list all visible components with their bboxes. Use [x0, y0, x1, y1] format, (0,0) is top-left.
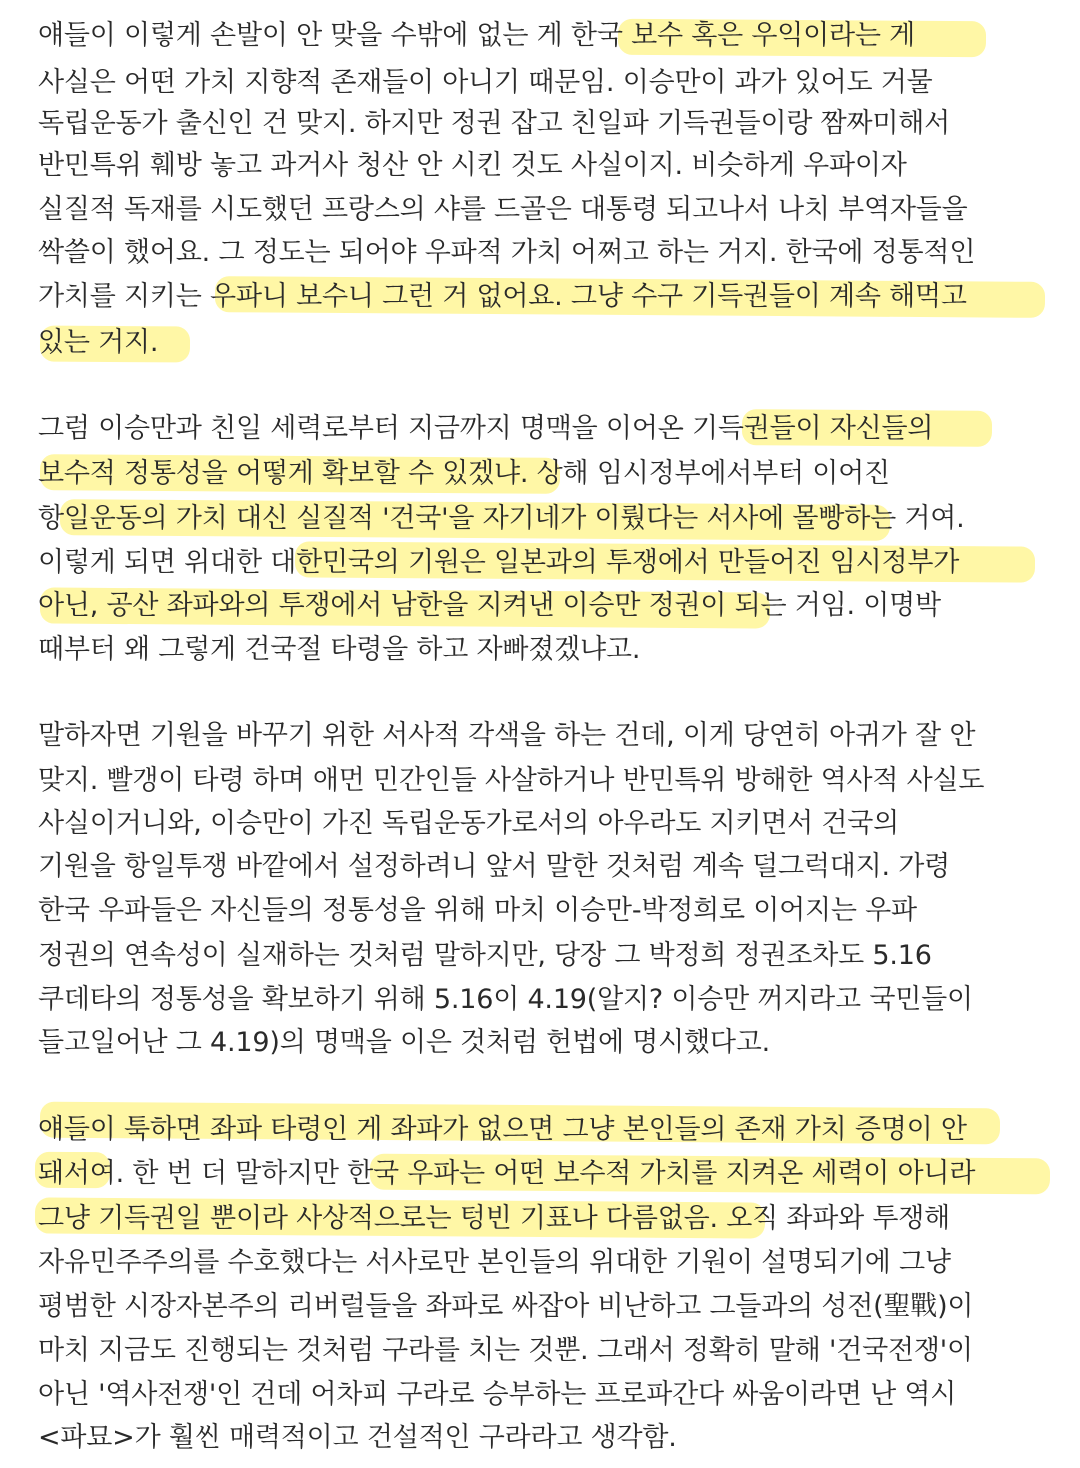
text-line: 항일운동의 가치 대신 실질적 '건국'을 자기네가 이뤘다는 서사에 몰빵하는 거여. [38, 503, 965, 534]
text-line: 맞지. 빨갱이 타령 하며 애먼 민간인들 사살하거나 반민특위 방해한 역사적 사실도 [38, 765, 985, 796]
text-line: 자유민주주의를 수호했다는 서사로만 본인들의 위대한 기원이 설명되기에 그냥 [38, 1247, 951, 1278]
text-line: 들고일어난 그 4.19)의 명맥을 이은 것처럼 헌법에 명시했다고. [38, 1027, 770, 1058]
text-line: 돼서여. 한 번 더 말하지만 한국 우파는 어떤 보수적 가치를 지켜온 세력이 아니라 [38, 1158, 976, 1189]
text-line: 그럼 이승만과 친일 세력로부터 지금까지 명맥을 이어온 기득권들이 자신들의 [38, 413, 934, 444]
text-line: 그냥 기득권일 뿐이라 사상적으로는 텅빈 기표나 다름없음. 오직 좌파와 투쟁해 [38, 1203, 951, 1234]
text-line: 아닌, 공산 좌파와의 투쟁에서 남한을 지켜낸 이승만 정권이 되는 거임. 이명박 [38, 590, 941, 621]
text-line: 때부터 왜 그렇게 건국절 타령을 하고 자빠졌겠냐고. [38, 634, 641, 665]
text-line: 사실이거니와, 이승만이 가진 독립운동가로서의 아우라도 지키면서 건국의 [38, 808, 900, 839]
text-line: <파묘>가 훨씬 매력적이고 건설적인 구라라고 생각함. [38, 1422, 677, 1453]
text-line: 사실은 어떤 가치 지향적 존재들이 아니기 때문임. 이승만이 과가 있어도 거물 [38, 67, 933, 98]
text-line: 독립운동가 출신인 건 맞지. 하지만 정권 잡고 친일파 기득권들이랑 짬짜미해서 [38, 108, 951, 139]
text-line: 평범한 시장자본주의 리버럴들을 좌파로 싸잡아 비난하고 그들과의 성전(聖戰)이 [38, 1291, 974, 1322]
text-line: 얘들이 이렇게 손발이 안 맞을 수밖에 없는 게 한국 보수 혹은 우익이라는 게 [38, 20, 916, 51]
text-line: 쿠데타의 정통성을 확보하기 위해 5.16이 4.19(알지? 이승만 꺼지라고 국민들이 [38, 984, 973, 1015]
text-line: 마치 지금도 진행되는 것처럼 구라를 치는 것뿐. 그래서 정확히 말해 '건국전쟁'이 [38, 1335, 973, 1366]
text-line: 한국 우파들은 자신들의 정통성을 위해 마치 이승만-박정희로 이어지는 우파 [38, 895, 917, 926]
text-line: 이렇게 되면 위대한 대한민국의 기원은 일본과의 투쟁에서 만들어진 임시정부가 [38, 547, 960, 578]
text-line: 말하자면 기원을 바꾸기 위한 서사적 각색을 하는 건데, 이게 당연히 아귀가 잘 안 [38, 720, 976, 751]
text-line: 실질적 독재를 시도했던 프랑스의 샤를 드골은 대통령 되고나서 나치 부역자들을 [38, 194, 968, 225]
text-line: 보수적 정통성을 어떻게 확보할 수 있겠냐. 상해 임시정부에서부터 이어진 [38, 458, 890, 489]
text-line: 반민특위 훼방 놓고 과거사 청산 안 시킨 것도 사실이지. 비슷하게 우파이자 [38, 150, 907, 181]
text-line: 가치를 지키는 우파니 보수니 그런 거 없어요. 그냥 수구 기득권들이 계속 해먹고 [38, 281, 967, 312]
text-line: 있는 거지. [38, 327, 159, 358]
text-line: 싹쓸이 했어요. 그 정도는 되어야 우파적 가치 어쩌고 하는 거지. 한국에 정통적인 [38, 237, 976, 268]
text-line: 정권의 연속성이 실재하는 것처럼 말하지만, 당장 그 박정희 정권조차도 5.16 [38, 940, 932, 971]
text-line: 얘들이 툭하면 좌파 타령인 게 좌파가 없으면 그냥 본인들의 존재 가치 증명이 안 [38, 1114, 967, 1145]
text-line: 아닌 '역사전쟁'인 건데 어차피 구라로 승부하는 프로파간다 싸움이라면 난 역시 [38, 1379, 957, 1410]
text-line: 기원을 항일투쟁 바깥에서 설정하려니 앞서 말한 것처럼 계속 덜그럭대지. 가령 [38, 851, 951, 882]
